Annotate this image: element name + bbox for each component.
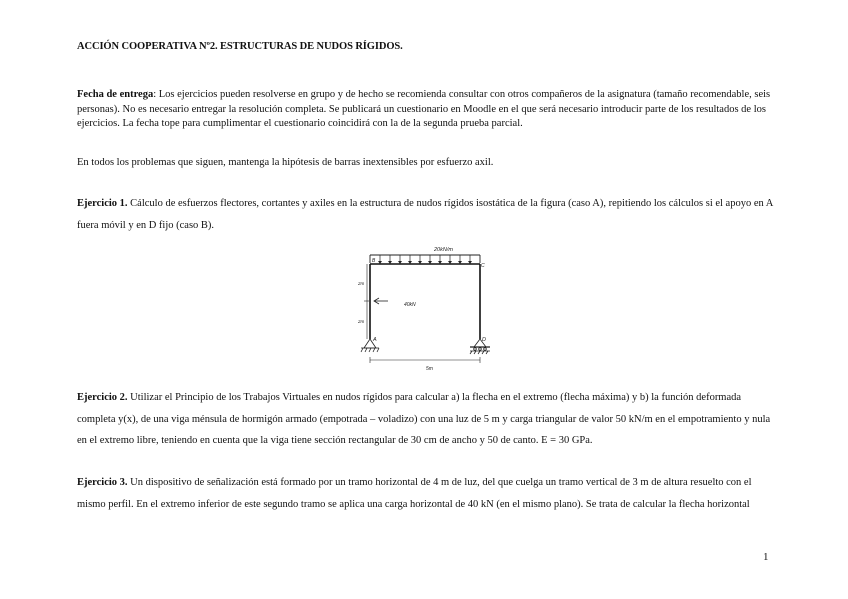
node-c-label: C — [481, 263, 485, 269]
rigid-frame-figure — [352, 243, 502, 376]
node-b-label: B — [372, 258, 376, 264]
exercise-1-paragraph — [77, 193, 777, 236]
node-a-label: A — [373, 337, 377, 343]
height-upper-label: 2m — [358, 281, 365, 286]
exercise-2-label: Ejercicio 2. — [77, 392, 128, 403]
exercise-3-label: Ejercicio 3. — [77, 477, 128, 488]
exercise-2-text: Utilizar el Principio de los Trabajos Virtuales en nudos rígidos para calcular a) la flecha en el extremo (flecha máxima) y b) la función deformada completa y(x), de una viga ménsula de hormigón armado (empotrada – voladizo) con una luz de 5 m y carga triangular de valor 50 kN/m en el empotramiento y nula en el extremo libre, teniendo en cuenta que la viga tiene sección rectangular de 30 cm de ancho y 50 de canto. E = 30 GPa. — [77, 392, 771, 446]
delivery-text: : Los ejercicios pueden resolverse en grupo y de hecho se recomienda consultar con otros compañeros de la asignatura (tamaño recomendable, seis personas). No es necesario entregar la resolución completa. Se publicará un cuestionario en Moodle en el que será necesario introducir parte de los resultados de los ejercicios. La fecha tope para cumplimentar el cuestionario coincidirá con la de la segunda prueba parcial. — [77, 89, 771, 129]
span-dimension — [370, 357, 480, 363]
exercise-3-text: Un dispositivo de señalización está formado por un tramo horizontal de 4 m de luz, del que cuelga un tramo vertical de 3 m de altura resuelto con el mismo perfil. En el extremo inferior de este segundo tramo se aplica una carga horizontal de 40 kN (en el mismo plano). Se trata de calcular la flecha horizontal — [77, 477, 752, 510]
delivery-paragraph — [77, 88, 777, 132]
point-load-arrow — [374, 298, 388, 304]
point-load-label: 40kN — [404, 302, 416, 308]
distributed-load-label: 20kN/m — [434, 247, 453, 253]
exercise-2-paragraph — [77, 387, 777, 452]
support-d — [470, 339, 490, 354]
document-title: ACCIÓN COOPERATIVA Nº2. ESTRUCTURAS DE NUDOS RÍGIDOS. — [77, 41, 403, 52]
hypothesis-paragraph: En todos los problemas que siguen, mantenga la hipótesis de barras inextensibles por esfuerzo axil. — [77, 157, 494, 168]
height-lower-label: 2m — [358, 319, 365, 324]
frame-members — [370, 264, 480, 339]
height-dimension — [364, 264, 369, 339]
delivery-label: Fecha de entrega — [77, 89, 154, 100]
exercise-1-label: Ejercicio 1. — [77, 198, 128, 209]
exercise-1-text: Cálculo de esfuerzos flectores, cortantes y axiles en la estructura de nudos rígidos isostática de la figura (caso A), repitiendo los cálculos si el apoyo en A fuera móvil y en D fijo (caso B). — [77, 198, 773, 231]
node-d-label: D — [482, 337, 486, 343]
load-arrows — [380, 255, 470, 263]
exercise-3-paragraph — [77, 472, 777, 515]
page-number: 1 — [763, 551, 769, 563]
distributed-load — [370, 255, 480, 264]
span-label: 5m — [426, 366, 433, 372]
